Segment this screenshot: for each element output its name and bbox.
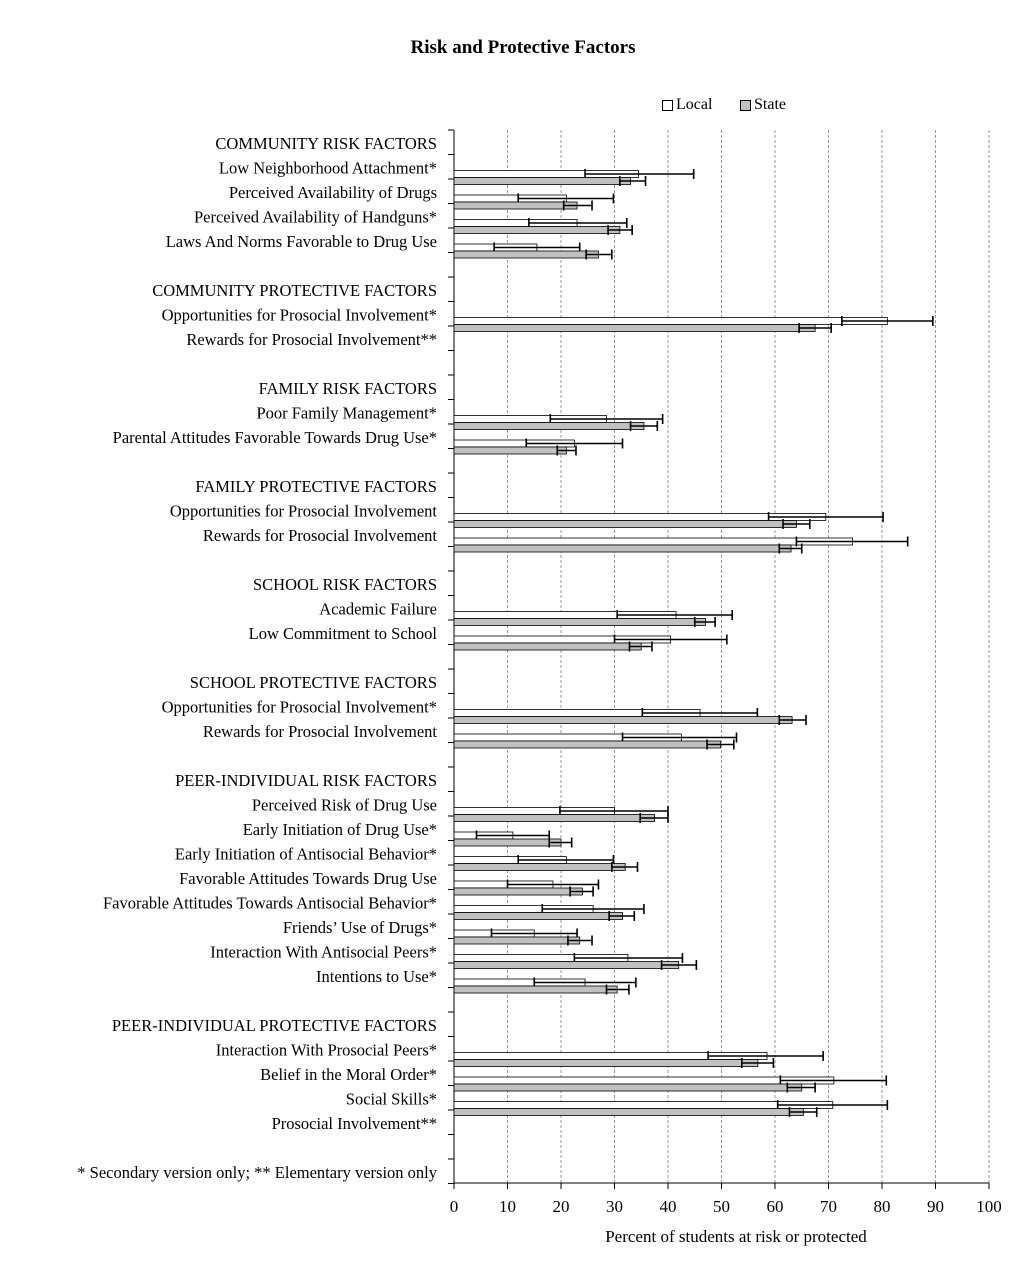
x-axis-label: Percent of students at risk or protected (605, 1227, 867, 1246)
bar-state (454, 227, 620, 234)
category-header: FAMILY PROTECTIVE FACTORS (195, 477, 437, 496)
bar-state (454, 937, 580, 944)
bar-local (454, 538, 853, 545)
category-label: Rewards for Prosocial Involvement** (186, 330, 437, 349)
chart-title: Risk and Protective Factors (410, 37, 636, 58)
bar-state (454, 325, 815, 332)
bar-state (454, 1060, 758, 1067)
category-header: FAMILY RISK FACTORS (258, 379, 437, 398)
category-header: COMMUNITY RISK FACTORS (215, 134, 437, 153)
bar-state (454, 619, 705, 626)
category-label: Early Initiation of Antisocial Behavior* (174, 844, 437, 864)
category-label: Interaction With Antisocial Peers* (210, 942, 437, 962)
bar-state (454, 962, 679, 969)
category-label: Intentions to Use* (316, 967, 437, 986)
x-tick-label: 40 (659, 1197, 677, 1216)
bar-state (454, 839, 561, 846)
x-tick-label: 0 (449, 1197, 459, 1216)
category-header: SCHOOL RISK FACTORS (253, 575, 437, 594)
bar-local (454, 1077, 834, 1084)
footnote: * Secondary version only; ** Elementary version only (77, 1163, 437, 1182)
category-header: SCHOOL PROTECTIVE FACTORS (189, 673, 437, 692)
category-label: Interaction With Prosocial Peers* (215, 1040, 437, 1060)
bar-state (454, 913, 623, 920)
category-label: Low Neighborhood Attachment* (218, 158, 437, 178)
bar-local (454, 318, 887, 325)
category-label: Perceived Risk of Drug Use (251, 795, 437, 815)
x-tick-label: 30 (606, 1197, 623, 1216)
bar-state (454, 178, 631, 185)
category-label: Rewards for Prosocial Involvement (202, 526, 437, 545)
bar-state (454, 717, 792, 724)
category-label: Academic Failure (319, 599, 437, 619)
x-tick-label: 20 (552, 1197, 570, 1216)
bar-state (454, 888, 582, 895)
bar-state (454, 545, 791, 552)
bar-state (454, 202, 577, 209)
bar-state (454, 815, 655, 822)
category-label: Rewards for Prosocial Involvement (202, 722, 437, 741)
category-label: Perceived Availability of Drugs (228, 183, 437, 202)
bar-state (454, 864, 625, 871)
bar-state (454, 521, 796, 528)
category-label: Perceived Availability of Handguns* (193, 207, 437, 227)
bar-state (454, 741, 720, 748)
bar-state (454, 986, 617, 993)
x-tick-label: 100 (976, 1197, 1002, 1216)
bar-state (454, 251, 598, 258)
category-header: PEER-INDIVIDUAL PROTECTIVE FACTORS (111, 1016, 437, 1035)
bar-local (454, 1102, 833, 1109)
category-label: Favorable Attitudes Towards Drug Use (179, 869, 437, 888)
category-label: Low Commitment to School (248, 624, 437, 643)
x-tick-label: 60 (766, 1197, 784, 1216)
category-label: Belief in the Moral Order* (260, 1065, 437, 1084)
category-label: Early Initiation of Drug Use* (242, 820, 437, 839)
category-label: Friends’ Use of Drugs* (282, 918, 437, 937)
category-label: Laws And Norms Favorable to Drug Use (165, 232, 437, 251)
x-tick-label: 80 (873, 1197, 891, 1216)
category-header: COMMUNITY PROTECTIVE FACTORS (152, 281, 437, 300)
category-label: Favorable Attitudes Towards Antisocial Behavior* (103, 893, 437, 913)
category-label: Opportunities for Prosocial Involvement (169, 501, 437, 521)
category-label: Opportunities for Prosocial Involvement* (161, 697, 437, 717)
category-label: Poor Family Management* (256, 403, 437, 423)
bar-state (454, 643, 641, 650)
category-label: Parental Attitudes Favorable Towards Drug Use* (112, 428, 437, 447)
category-label: Opportunities for Prosocial Involvement* (161, 305, 437, 325)
bar-state (454, 447, 566, 454)
category-label: Social Skills* (345, 1089, 437, 1109)
category-label: Prosocial Involvement** (271, 1114, 437, 1133)
legend-local-label: Local (676, 96, 713, 113)
bar-state (454, 423, 644, 430)
x-tick-label: 50 (713, 1197, 730, 1216)
category-header: PEER-INDIVIDUAL RISK FACTORS (175, 771, 437, 790)
x-tick-label: 10 (499, 1197, 516, 1216)
x-tick-label: 90 (927, 1197, 944, 1216)
bar-state (454, 1084, 802, 1091)
bar-state (454, 1109, 803, 1116)
x-tick-label: 70 (820, 1197, 837, 1216)
legend-state-label: State (754, 96, 786, 113)
